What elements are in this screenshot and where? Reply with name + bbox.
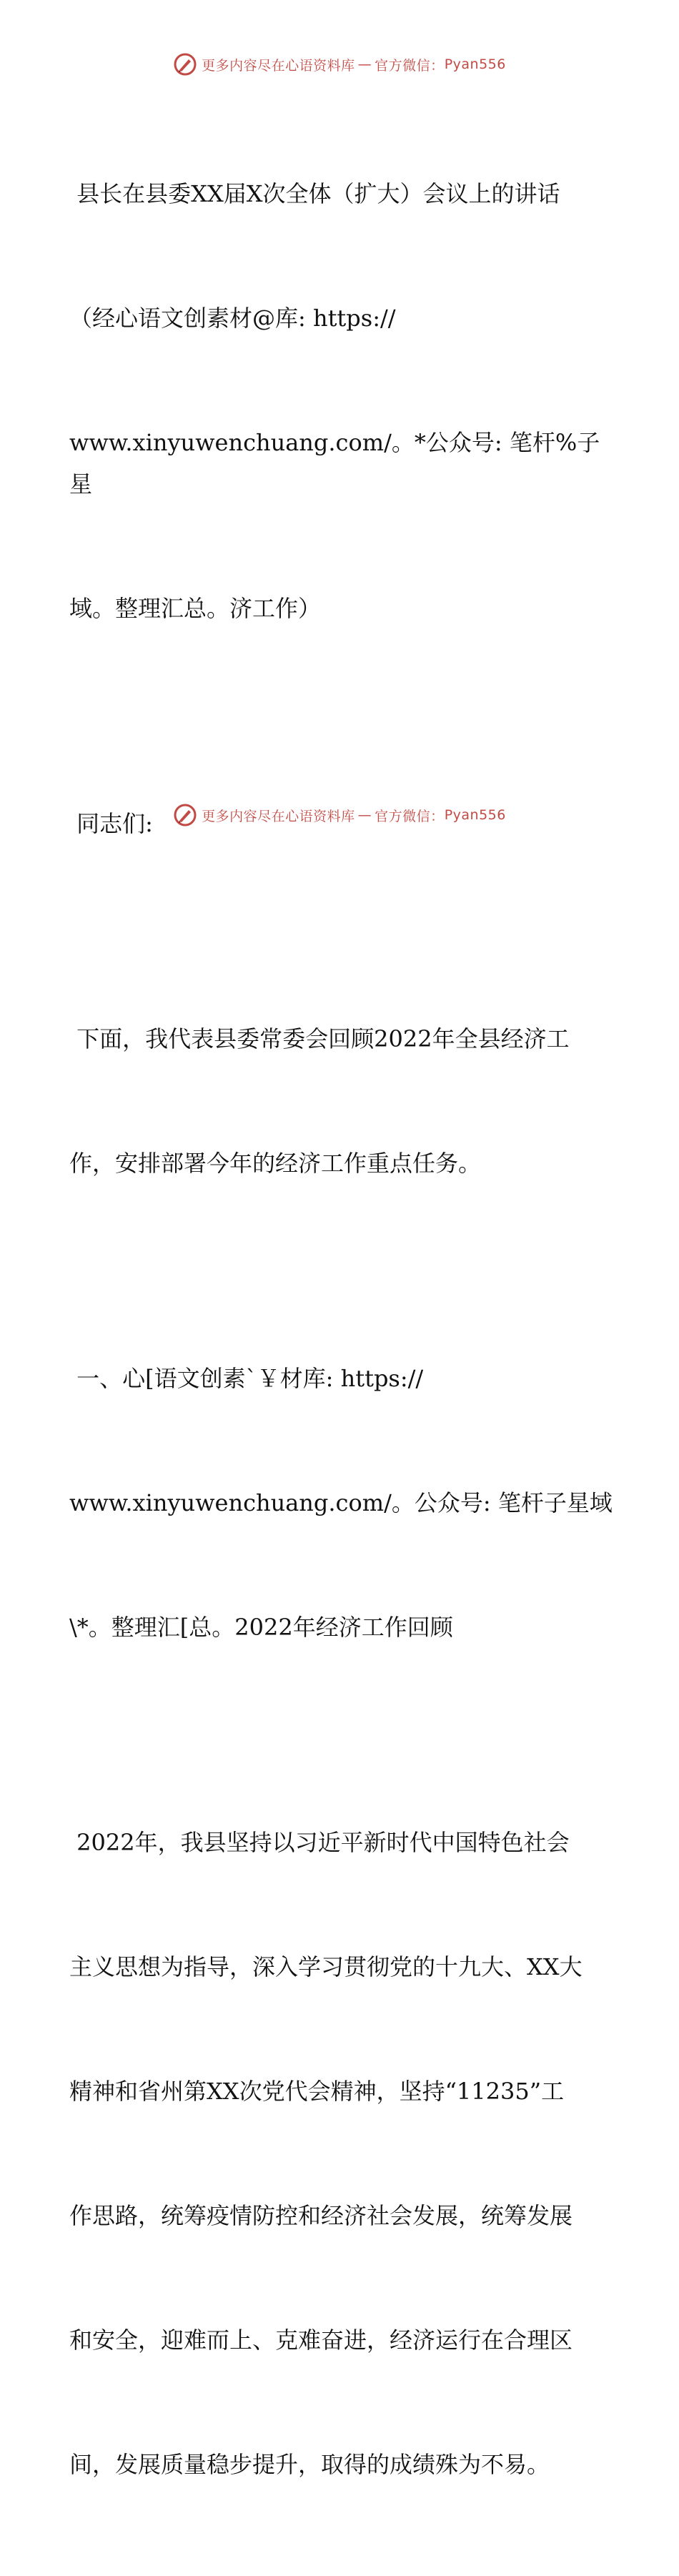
- text-line: 同志们:: [69, 810, 153, 837]
- banner-wechat-id: Pyan556: [444, 56, 506, 72]
- banner-wechat-label: 官方微信：: [375, 57, 445, 74]
- header-watermark-banner: [0, 50, 679, 79]
- banner-separator: —: [357, 56, 372, 72]
- banner-wechat-id: Pyan556: [444, 807, 506, 823]
- text-line: www.xinyuwenchuang.com/。公众号: 笔杆子星域: [69, 1489, 613, 1516]
- text-line: （经心语文创素材@库: https://: [69, 305, 396, 332]
- text-line: 2022年，我县坚持以习近平新时代中国特色社会: [69, 1829, 570, 1856]
- text-line: 下面，我代表县委常委会回顾2022年全县经济工: [69, 1025, 570, 1052]
- text-line: 县长在县委XX届X次全体（扩大）会议上的讲话: [69, 180, 560, 207]
- document-body: [69, 90, 613, 2576]
- text-line: www.xinyuwenchuang.com/。*公众号: 笔杆%子星: [69, 429, 600, 498]
- text-line: 一、心[语文创素`￥材库: https://: [69, 1365, 424, 1392]
- banner-text: 更多内容尽在心语资料库: [202, 808, 355, 824]
- text-line: 间，发展质量稳步提升，取得的成绩殊为不易。: [69, 2451, 550, 2478]
- footer-watermark-banner: [0, 801, 679, 829]
- intro-paragraph: [69, 935, 613, 1267]
- banner-separator: —: [357, 807, 372, 823]
- banner-text: 更多内容尽在心语资料库: [202, 57, 355, 74]
- text-line: \*。整理汇[总。2022年经济工作回顾: [69, 1614, 453, 1641]
- pen-logo-icon: [173, 803, 197, 827]
- text-line: 作，安排部署今年的经济工作重点任务。: [69, 1150, 482, 1177]
- body-paragraph: [69, 1739, 613, 2568]
- text-line: 精神和省州第XX次党代会精神，坚持“11235”工: [69, 2078, 565, 2105]
- section-heading-paragraph: [69, 1275, 613, 1731]
- banner-wechat-label: 官方微信：: [375, 808, 445, 824]
- pen-logo-icon: [173, 52, 197, 77]
- text-line: 和安全，迎难而上、克难奋进，经济运行在合理区: [69, 2326, 573, 2354]
- text-line: 作思路，统筹疫情防控和经济社会发展，统筹发展: [69, 2202, 573, 2229]
- document-title-paragraph: [69, 90, 613, 712]
- text-line: 域。整理汇总。济工作）: [69, 595, 322, 622]
- text-line: 主义思想为指导，深入学习贯彻党的十九大、XX大: [69, 1953, 583, 1980]
